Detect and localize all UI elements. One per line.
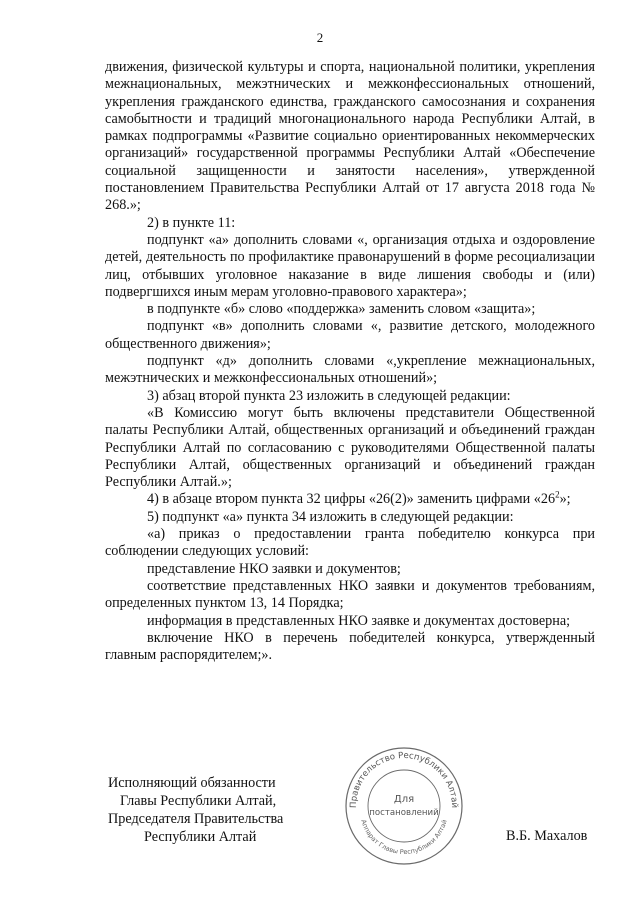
seal-outer-text: Правительство Республики Алтай (348, 750, 460, 809)
signatory-line: Республики Алтай (144, 829, 257, 845)
paragraph: «В Комиссию могут быть включены представители Общественной палаты Республики Алтай, общественных организаций и объединений граждан Республики Алтай по согласованию с руководителями Общественной палаты Республики Алтай, общественных организаций и объединений граждан Республики Алтай.»; (105, 404, 595, 491)
superscript: 2 (555, 489, 560, 500)
official-seal-stamp (342, 744, 466, 868)
seal-bottom-text: Аппарат Главы Республики Алтай (359, 818, 449, 857)
paragraph: включение НКО в перечень победителей конкурса, утвержденный главным распорядителем;». (105, 629, 595, 664)
document-body (105, 59, 595, 664)
paragraph: информация в представленных НКО заявке и документах достоверна; (147, 612, 571, 629)
paragraph: подпункт «д» дополнить словами «,укрепление межнациональных, межэтнических и межконфессиональных отношений»; (105, 353, 595, 387)
seal-center-line-2: постановлений (369, 808, 439, 818)
paragraph: в подпункте «б» слово «поддержка» заменить словом «защита»; (147, 301, 536, 318)
paragraph: 3) абзац второй пункта 23 изложить в следующей редакции: (147, 387, 511, 404)
paragraph-text-after: »; (559, 491, 571, 508)
seal-center-line-1: Для (393, 794, 415, 805)
paragraph: «а) приказ о предоставлении гранта победителю конкурса при соблюдении следующих условий: (105, 526, 595, 560)
signatory-line: Председателя Правительства (108, 811, 284, 827)
paragraph: подпункт «а» дополнить словами «, организация отдыха и оздоровление детей, деятельность по профилактике правонарушений в форме ресоциализации лиц, отбывших уголовное наказание в виде лишения свободы и (или) подвергшихся иным мерам уголовно-правового характера»; (105, 231, 595, 300)
signatory-title (108, 774, 283, 846)
signatory-name: В.Б. Махалов (506, 828, 588, 844)
signatory-line: Исполняющий обязанности (108, 775, 276, 791)
paragraph: подпункт «в» дополнить словами «, развитие детского, молодежного общественного движения»; (105, 318, 595, 352)
paragraph-text-before: 4) в абзаце втором пункта 32 цифры «26(2)» заменить цифрами «26 (147, 491, 556, 508)
paragraph-superscript (105, 491, 595, 508)
signatory-line: Главы Республики Алтай, (120, 793, 277, 809)
paragraph: 5) подпункт «а» пункта 34 изложить в следующей редакции: (147, 508, 514, 525)
paragraph: соответствие представленных НКО заявки и документов требованиям, определенных пунктом 13, 14 Порядка; (105, 577, 595, 612)
paragraph: представление НКО заявки и документов; (147, 560, 401, 577)
page-number: 2 (316, 30, 324, 45)
paragraph: 2) в пункте 11: (147, 214, 236, 231)
paragraph: движения, физической культуры и спорта, национальной политики, укрепления межнациональных, межэтнических и межконфессиональных отношений, укрепления гражданского единства, гражданского самосознания и сохранения самобытности и традиций многонационального народа Республики Алтай, в рамках подпрограммы «Развитие социально ориентированных некоммерческих организаций» государственной программы Республики Алтай «Обеспечение социальной защищенности и занятости населения», утвержденной постановлением Правительства Республики Алтай от 17 августа 2018 года № 268.»; (105, 59, 595, 214)
